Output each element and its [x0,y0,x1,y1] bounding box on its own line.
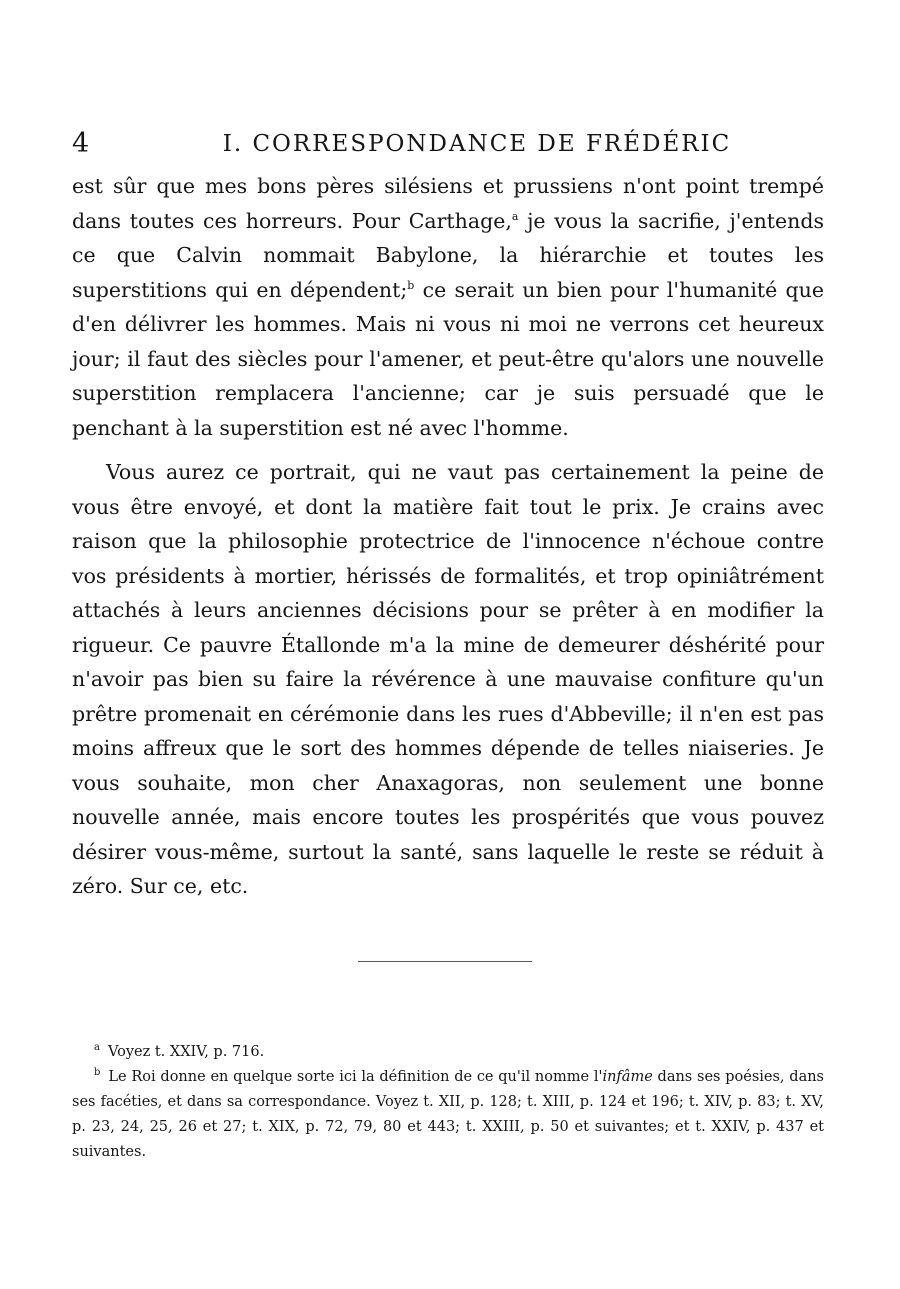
footnote-b-text-after: dans ses poésies, dans ses facéties, et dans sa correspondance. Voyez t. XII, p. 128; t. XIII, p. 124 et 196; t. XIV, p. 83; t. XV, p. 23, 24, 25, 26 et 27; t. XIX, p. 72, 79, 80 et 443; t. XXIII, p. 50 et suivantes; et t. XXIV, p. 437 et suivantes. [72,1069,824,1160]
footnote-b-text-before: Le Roi donne en quelque sorte ici la définition de ce qu'il nomme l' [108,1069,603,1085]
footnote-ref-b[interactable]: b [407,278,415,292]
paragraph-1 [72,169,824,445]
paragraph-1-text-a: est sûr que mes bons pères silésiens et prussiens n'ont point trempé dans toutes ces horreurs. Pour Carthage, [72,174,824,233]
page-number: 4 [72,128,90,159]
footnotes [72,1040,824,1165]
footnote-b-italic: infâme [602,1069,653,1085]
footnote-a-text: Voyez t. XXIV, p. 716. [107,1044,265,1060]
paragraph-1-text-c: ce serait un bien pour l'humanité que d'en délivrer les hommes. Mais ni vous ni moi ne verrons cet heureux jour; il faut des siècles pour l'amener, et peut-être qu'alors une nouvelle superstition remplacera l'ancienne; car je suis persuadé que le penchant à la superstition est né avec l'homme. [72,277,824,440]
footnote-mark-b: b [94,1067,101,1079]
footnote-mark-a: a [94,1042,100,1054]
paragraph-1-text-b: je vous la sacrifie, j'entends ce que Calvin nommait Babylone, la hiérarchie et toutes les superstitions qui en dépendent; [72,208,824,302]
footnote-a [72,1040,824,1065]
letter-body [72,169,824,904]
running-head: I. CORRESPONDANCE DE FRÉDÉRIC [222,131,732,157]
footnote-separator [358,961,532,962]
footnote-b [72,1065,824,1165]
paragraph-2: Vous aurez ce portrait, qui ne vaut pas certainement la peine de vous être envoyé, et dont la matière fait tout le prix. Je crains avec raison que la philosophie protectrice de l'innocence n'échoue contre vos présidents à mortier, hérissés de formalités, et trop opiniâtrément attachés à leurs anciennes décisions pour se prêter à en modifier la rigueur. Ce pauvre Étallonde m'a la mine de demeurer déshérité pour n'avoir pas bien su faire la révérence à une mauvaise confiture qu'un prêtre promenait en cérémonie dans les rues d'Abbeville; il n'en est pas moins affreux que le sort des hommes dépende de telles niaiseries. Je vous souhaite, mon cher Anaxagoras, non seulement une bonne nouvelle année, mais encore toutes les prospérités que vous pouvez désirer vous-même, surtout la santé, sans laquelle le reste se réduit à zéro. Sur ce, etc. [72,460,824,898]
footnote-ref-a[interactable]: a [511,209,519,223]
page-header [72,124,832,164]
